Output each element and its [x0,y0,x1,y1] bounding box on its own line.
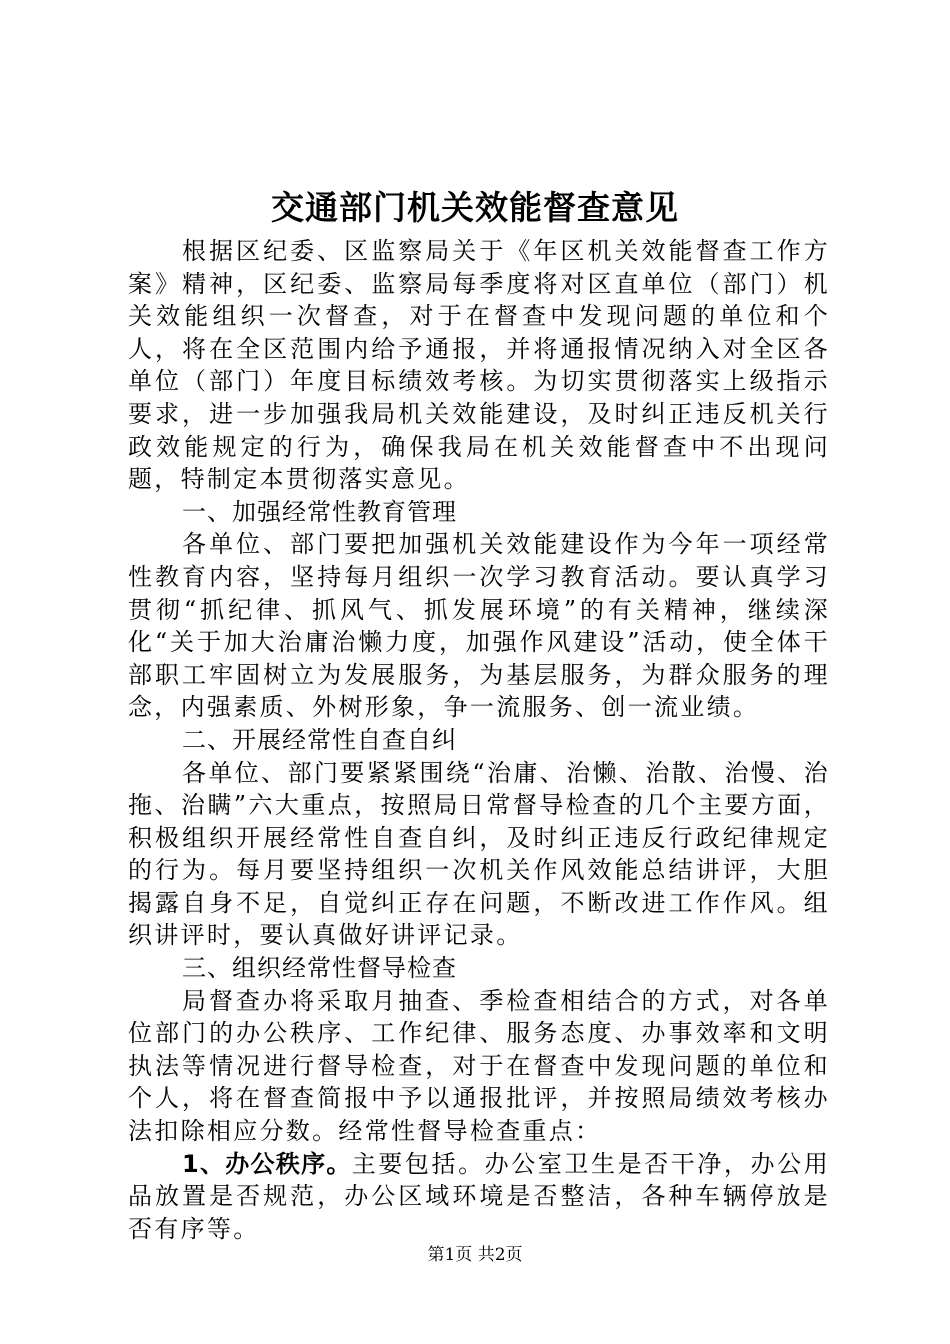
item-text-1: 主要包括。办公室卫生是否干净，办公用品放置是否规范，办公区域环境是否整洁，各种车辆停放是否有序等。 [128,1149,830,1243]
item-paragraph-1 [128,1148,830,1246]
section-heading-1: 一、加强经常性教育管理 [182,497,457,526]
page-total: 共2页 [477,1245,523,1265]
section-paragraph-1: 各单位、部门要把加强机关效能建设作为今年一项经常性教育内容，坚持每月组织一次学习教育活动。要认真学习贯彻“抓纪律、抓风气、抓发展环境”的有关精神，继续深化“关于加大治庸治懒力度，加强作风建设”活动，使全体干部职工牢固树立为发展服务，为基层服务，为群众服务的理念，内强素质、外树形象，争一流服务、创一流业绩。 [128,530,830,722]
page-footer [0,1243,950,1267]
section-paragraph-2: 各单位、部门要紧紧围绕“治庸、治懒、治散、治慢、治拖、治瞒”六大重点，按照局日常督导检查的几个主要方面，积极组织开展经常性自查自纠，及时纠正违反行政纪律规定的行为。每月要坚持组织一次机关作风效能总结讲评，大胆揭露自身不足，自觉纠正存在问题，不断改进工作作风。组织讲评时，要认真做好讲评记录。 [128,758,830,950]
section-heading-3: 三、组织经常性督导检查 [182,954,457,983]
page-number: 第1页 [427,1245,473,1265]
document-title: 交通部门机关效能督查意见 [271,188,679,227]
section-paragraph-3: 局督查办将采取月抽查、季检查相结合的方式，对各单位部门的办公秩序、工作纪律、服务态度、办事效率和文明执法等情况进行督导检查，对于在督查中发现问题的单位和个人，将在督查简报中予以通报批评，并按照局绩效考核办法扣除相应分数。经常性督导检查重点： [128,986,830,1146]
document-body [128,235,830,1245]
item-lead-1: 1、办公秩序。 [182,1149,352,1178]
intro-paragraph: 根据区纪委、区监察局关于《年区机关效能督查工作方案》精神，区纪委、监察局每季度将对区直单位（部门）机关效能组织一次督查，对于在督查中发现问题的单位和个人，将在全区范围内给予通报，并将通报情况纳入对全区各单位（部门）年度目标绩效考核。为切实贯彻落实上级指示要求，进一步加强我局机关效能建设，及时纠正违反机关行政效能规定的行为，确保我局在机关效能督查中不出现问题，特制定本贯彻落实意见。 [128,237,830,494]
section-heading-2: 二、开展经常性自查自纠 [182,725,457,754]
